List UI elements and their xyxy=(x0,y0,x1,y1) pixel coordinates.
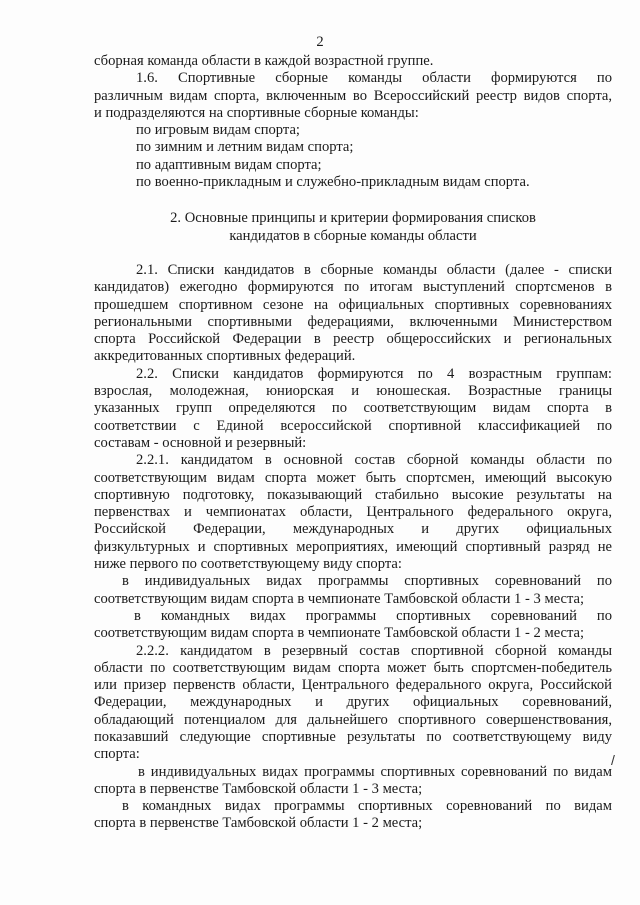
text-line: соответствующим видам спорта в чемпионате Тамбовской области 1 - 3 места; xyxy=(94,590,585,607)
text-line: прошедшем спортивном сезоне на официальных спортивных соревнованиях xyxy=(94,296,612,313)
text-line: составам - основной и резервный: xyxy=(94,434,307,451)
text-line: области по соответствующим видам спорта может быть спортсмен-победитель xyxy=(94,659,612,676)
list-item: по военно-прикладным и служебно-прикладным видам спорта. xyxy=(136,174,530,191)
text-line: в командных видах программы спортивных соревнований по xyxy=(134,607,612,624)
text-line: 2.2. Списки кандидатов формируются по 4 возрастным группам: xyxy=(136,365,612,382)
text-line: различным видам спорта, включенным во Всероссийский реестр видов спорта, xyxy=(94,87,612,104)
text-line: и подразделяются на спортивные сборные команды: xyxy=(94,104,419,121)
text-line: региональными спортивными федерациями, включенными Министерством xyxy=(94,313,612,330)
text-line: спорта Российской Федерации в реестр общероссийских и региональных xyxy=(94,331,612,348)
text-line: спорта в первенстве Тамбовской области 1 - 2 места; xyxy=(94,815,423,832)
text-line: Федерации, международных и других официальных соревнований, xyxy=(94,694,612,711)
heading-line: кандидатов в сборные команды области xyxy=(229,227,477,244)
page-number: 2 xyxy=(316,34,324,50)
text-line: в командных видах программы спортивных соревнований по видам xyxy=(122,798,612,815)
text-line: аккредитованных спортивных федераций. xyxy=(94,348,356,365)
list-item: по зимним и летним видам спорта; xyxy=(136,139,354,156)
text-line: 2.2.1. кандидатом в основной состав сборной команды области по xyxy=(136,452,612,469)
document-body xyxy=(94,53,612,833)
text-line: спорта в первенстве Тамбовской области 1 - 3 места; xyxy=(94,780,423,797)
text-line: соответствующим видам спорта может быть спортсмен, имеющий высокую xyxy=(94,469,612,486)
text-line: обладающий потенциалом для дальнейшего спортивного совершенствования, xyxy=(94,711,612,728)
text-line: показавший следующие спортивные результаты по соответствующему виду xyxy=(94,728,612,745)
margin-mark: / xyxy=(611,752,615,768)
text-line: соответствии с Единой всероссийской спортивной классификацией по xyxy=(94,417,612,434)
heading-line: 2. Основные принципы и критерии формирования списков xyxy=(170,210,536,227)
section-heading xyxy=(94,210,612,245)
text-line: в индивидуальных видах программы спортивных соревнований по xyxy=(122,573,612,590)
text-line: указанных групп определяются по соответствующим видам спорта в xyxy=(94,400,612,417)
text-line: спорта: xyxy=(94,746,140,763)
text-line: соответствующим видам спорта в чемпионате Тамбовской области 1 - 2 места; xyxy=(94,625,585,642)
list-item: по игровым видам спорта; xyxy=(136,122,300,139)
text-line: физкультурных и спортивных мероприятиях, имеющий спортивный разряд не xyxy=(94,538,612,555)
text-line: сборная команда области в каждой возрастной группе. xyxy=(94,53,434,69)
text-line: или призер первенств области, Центрального федерального округа, Российской xyxy=(94,677,612,694)
text-line: Российской Федерации, международных и других официальных xyxy=(94,521,612,538)
text-line: 1.6. Спортивные сборные команды области формируются по xyxy=(136,70,612,87)
text-line: ниже первого по соответствующему виду спорта: xyxy=(94,556,402,573)
text-line: 2.1. Списки кандидатов в сборные команды области (далее - списки xyxy=(136,261,612,278)
text-line: 2.2.2. кандидатом в резервный состав спортивной сборной команды xyxy=(136,642,612,659)
text-line: спортивную подготовку, показывающий стабильно высокие результаты на xyxy=(94,486,612,503)
text-line: кандидатов) ежегодно формируются по итогам выступлений спортсменов в xyxy=(94,279,612,296)
text-line: первенствах и чемпионатах области, Центрального федерального округа, xyxy=(94,504,612,521)
text-line: в индивидуальных видах программы спортивных соревнований по видам xyxy=(138,763,612,780)
text-line: взрослая, молодежная, юниорская и юношеская. Возрастные границы xyxy=(94,383,612,400)
list-item: по адаптивным видам спорта; xyxy=(136,156,322,173)
